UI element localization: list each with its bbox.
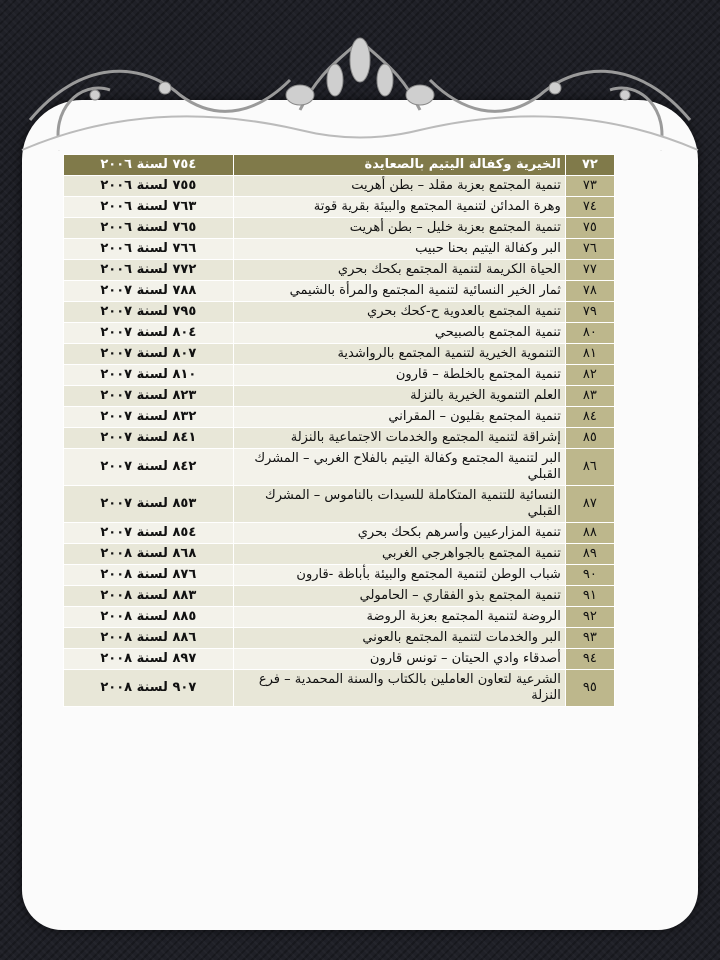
table-row bbox=[64, 428, 615, 449]
row-number: ٨٢ bbox=[565, 365, 614, 386]
registration-number: ٨٦٨ لسنة ٢٠٠٨ bbox=[64, 544, 234, 565]
row-number: ٩٠ bbox=[565, 565, 614, 586]
registration-number: ٧٥٤ لسنة ٢٠٠٦ bbox=[64, 155, 234, 176]
association-name: الشرعية لتعاون العاملين بالكتاب والسنة المحمدية – فرع النزلة bbox=[233, 670, 565, 707]
association-name: البر والخدمات لتنمية المجتمع بالعوني bbox=[233, 628, 565, 649]
table-row bbox=[64, 628, 615, 649]
registration-number: ٨٠٤ لسنة ٢٠٠٧ bbox=[64, 323, 234, 344]
row-number: ٨٧ bbox=[565, 486, 614, 523]
registration-number: ٧٦٦ لسنة ٢٠٠٦ bbox=[64, 239, 234, 260]
registration-number: ٧٨٨ لسنة ٢٠٠٧ bbox=[64, 281, 234, 302]
table-row bbox=[64, 544, 615, 565]
row-number: ٧٧ bbox=[565, 260, 614, 281]
registration-number: ٨٤١ لسنة ٢٠٠٧ bbox=[64, 428, 234, 449]
association-name: تنمية المجتمع بالصبيحي bbox=[233, 323, 565, 344]
table-row bbox=[64, 218, 615, 239]
row-number: ٧٣ bbox=[565, 176, 614, 197]
association-name: أصدقاء وادي الحيتان – تونس قارون bbox=[233, 649, 565, 670]
table-row bbox=[64, 586, 615, 607]
row-number: ٩٤ bbox=[565, 649, 614, 670]
table-row bbox=[64, 486, 615, 523]
registration-number: ٧٧٢ لسنة ٢٠٠٦ bbox=[64, 260, 234, 281]
registration-number: ٩٠٧ لسنة ٢٠٠٨ bbox=[64, 670, 234, 707]
table-row bbox=[64, 670, 615, 707]
registration-number: ٨٨٥ لسنة ٢٠٠٨ bbox=[64, 607, 234, 628]
registration-number: ٨٣٢ لسنة ٢٠٠٧ bbox=[64, 407, 234, 428]
row-number: ٩٢ bbox=[565, 607, 614, 628]
table-row bbox=[64, 407, 615, 428]
row-number: ٧٩ bbox=[565, 302, 614, 323]
row-number: ٨٨ bbox=[565, 523, 614, 544]
association-name: تنمية المجتمع بالعدوية ح-كحك بحري bbox=[233, 302, 565, 323]
row-number: ٩٣ bbox=[565, 628, 614, 649]
table-row bbox=[64, 323, 615, 344]
row-number: ٧٤ bbox=[565, 197, 614, 218]
registration-number: ٧٦٥ لسنة ٢٠٠٦ bbox=[64, 218, 234, 239]
row-number: ٨٦ bbox=[565, 449, 614, 486]
association-name: الروضة لتنمية المجتمع بعزبة الروضة bbox=[233, 607, 565, 628]
registration-number: ٧٦٣ لسنة ٢٠٠٦ bbox=[64, 197, 234, 218]
table-header-row bbox=[64, 155, 615, 176]
table-row bbox=[64, 281, 615, 302]
row-number: ٧٥ bbox=[565, 218, 614, 239]
row-number: ٨٥ bbox=[565, 428, 614, 449]
association-name: العلم التنموية الخيرية بالنزلة bbox=[233, 386, 565, 407]
registration-number: ٨٢٣ لسنة ٢٠٠٧ bbox=[64, 386, 234, 407]
row-number: ٨٠ bbox=[565, 323, 614, 344]
registration-number: ٨٨٦ لسنة ٢٠٠٨ bbox=[64, 628, 234, 649]
registration-number: ٨٥٤ لسنة ٢٠٠٧ bbox=[64, 523, 234, 544]
association-name: وهرة المدائن لتنمية المجتمع والبيئة بقرية قوتة bbox=[233, 197, 565, 218]
table-row bbox=[64, 607, 615, 628]
association-name: البر وكفالة اليتيم بحنا حبيب bbox=[233, 239, 565, 260]
table-row bbox=[64, 523, 615, 544]
association-name: النسائية للتنمية المتكاملة للسيدات بالناموس – المشرك القبلي bbox=[233, 486, 565, 523]
associations-table bbox=[63, 154, 615, 707]
association-name: الخيرية وكفالة اليتيم بالصعايدة bbox=[233, 155, 565, 176]
table-row bbox=[64, 565, 615, 586]
association-name: تنمية المجتمع بعزبة خليل – بطن أهريت bbox=[233, 218, 565, 239]
association-name: تنمية المجتمع بالخلطة – قارون bbox=[233, 365, 565, 386]
association-name: تنمية المجتمع بالجواهرجي الغربي bbox=[233, 544, 565, 565]
registration-number: ٨٤٢ لسنة ٢٠٠٧ bbox=[64, 449, 234, 486]
association-name: ثمار الخير النسائية لتنمية المجتمع والمرأة بالشيمي bbox=[233, 281, 565, 302]
association-name: البر لتنمية المجتمع وكفالة اليتيم بالفلاح الغربي – المشرك القبلي bbox=[233, 449, 565, 486]
table-row bbox=[64, 176, 615, 197]
association-name: التنموية الخيرية لتنمية المجتمع بالرواشدية bbox=[233, 344, 565, 365]
registration-number: ٨٩٧ لسنة ٢٠٠٨ bbox=[64, 649, 234, 670]
row-number: ٧٨ bbox=[565, 281, 614, 302]
row-number: ٩١ bbox=[565, 586, 614, 607]
registration-number: ٨٥٣ لسنة ٢٠٠٧ bbox=[64, 486, 234, 523]
table-row bbox=[64, 649, 615, 670]
registration-number: ٨٠٧ لسنة ٢٠٠٧ bbox=[64, 344, 234, 365]
association-name: شباب الوطن لتنمية المجتمع والبيئة بأباظة -قارون bbox=[233, 565, 565, 586]
associations-table-wrapper bbox=[63, 154, 615, 707]
row-number: ٨١ bbox=[565, 344, 614, 365]
registration-number: ٧٩٥ لسنة ٢٠٠٧ bbox=[64, 302, 234, 323]
row-number: ٨٤ bbox=[565, 407, 614, 428]
row-number: ٧٢ bbox=[565, 155, 614, 176]
table-row bbox=[64, 239, 615, 260]
row-number: ٨٣ bbox=[565, 386, 614, 407]
registration-number: ٨٧٦ لسنة ٢٠٠٨ bbox=[64, 565, 234, 586]
association-name: الحياة الكريمة لتنمية المجتمع بكحك بحري bbox=[233, 260, 565, 281]
association-name: تنمية المزارعيين وأسرهم بكحك بحري bbox=[233, 523, 565, 544]
table-row bbox=[64, 365, 615, 386]
table-row bbox=[64, 197, 615, 218]
table-row bbox=[64, 449, 615, 486]
table-row bbox=[64, 344, 615, 365]
registration-number: ٨١٠ لسنة ٢٠٠٧ bbox=[64, 365, 234, 386]
association-name: إشراقة لتنمية المجتمع والخدمات الاجتماعية بالنزلة bbox=[233, 428, 565, 449]
association-name: تنمية المجتمع بذو الفقاري – الحامولي bbox=[233, 586, 565, 607]
table-row bbox=[64, 386, 615, 407]
table-row bbox=[64, 260, 615, 281]
row-number: ٧٦ bbox=[565, 239, 614, 260]
registration-number: ٨٨٣ لسنة ٢٠٠٨ bbox=[64, 586, 234, 607]
registration-number: ٧٥٥ لسنة ٢٠٠٦ bbox=[64, 176, 234, 197]
row-number: ٨٩ bbox=[565, 544, 614, 565]
table-row bbox=[64, 302, 615, 323]
association-name: تنمية المجتمع بقليون – المقراني bbox=[233, 407, 565, 428]
association-name: تنمية المجتمع بعزبة مقلد – بطن أهريت bbox=[233, 176, 565, 197]
row-number: ٩٥ bbox=[565, 670, 614, 707]
